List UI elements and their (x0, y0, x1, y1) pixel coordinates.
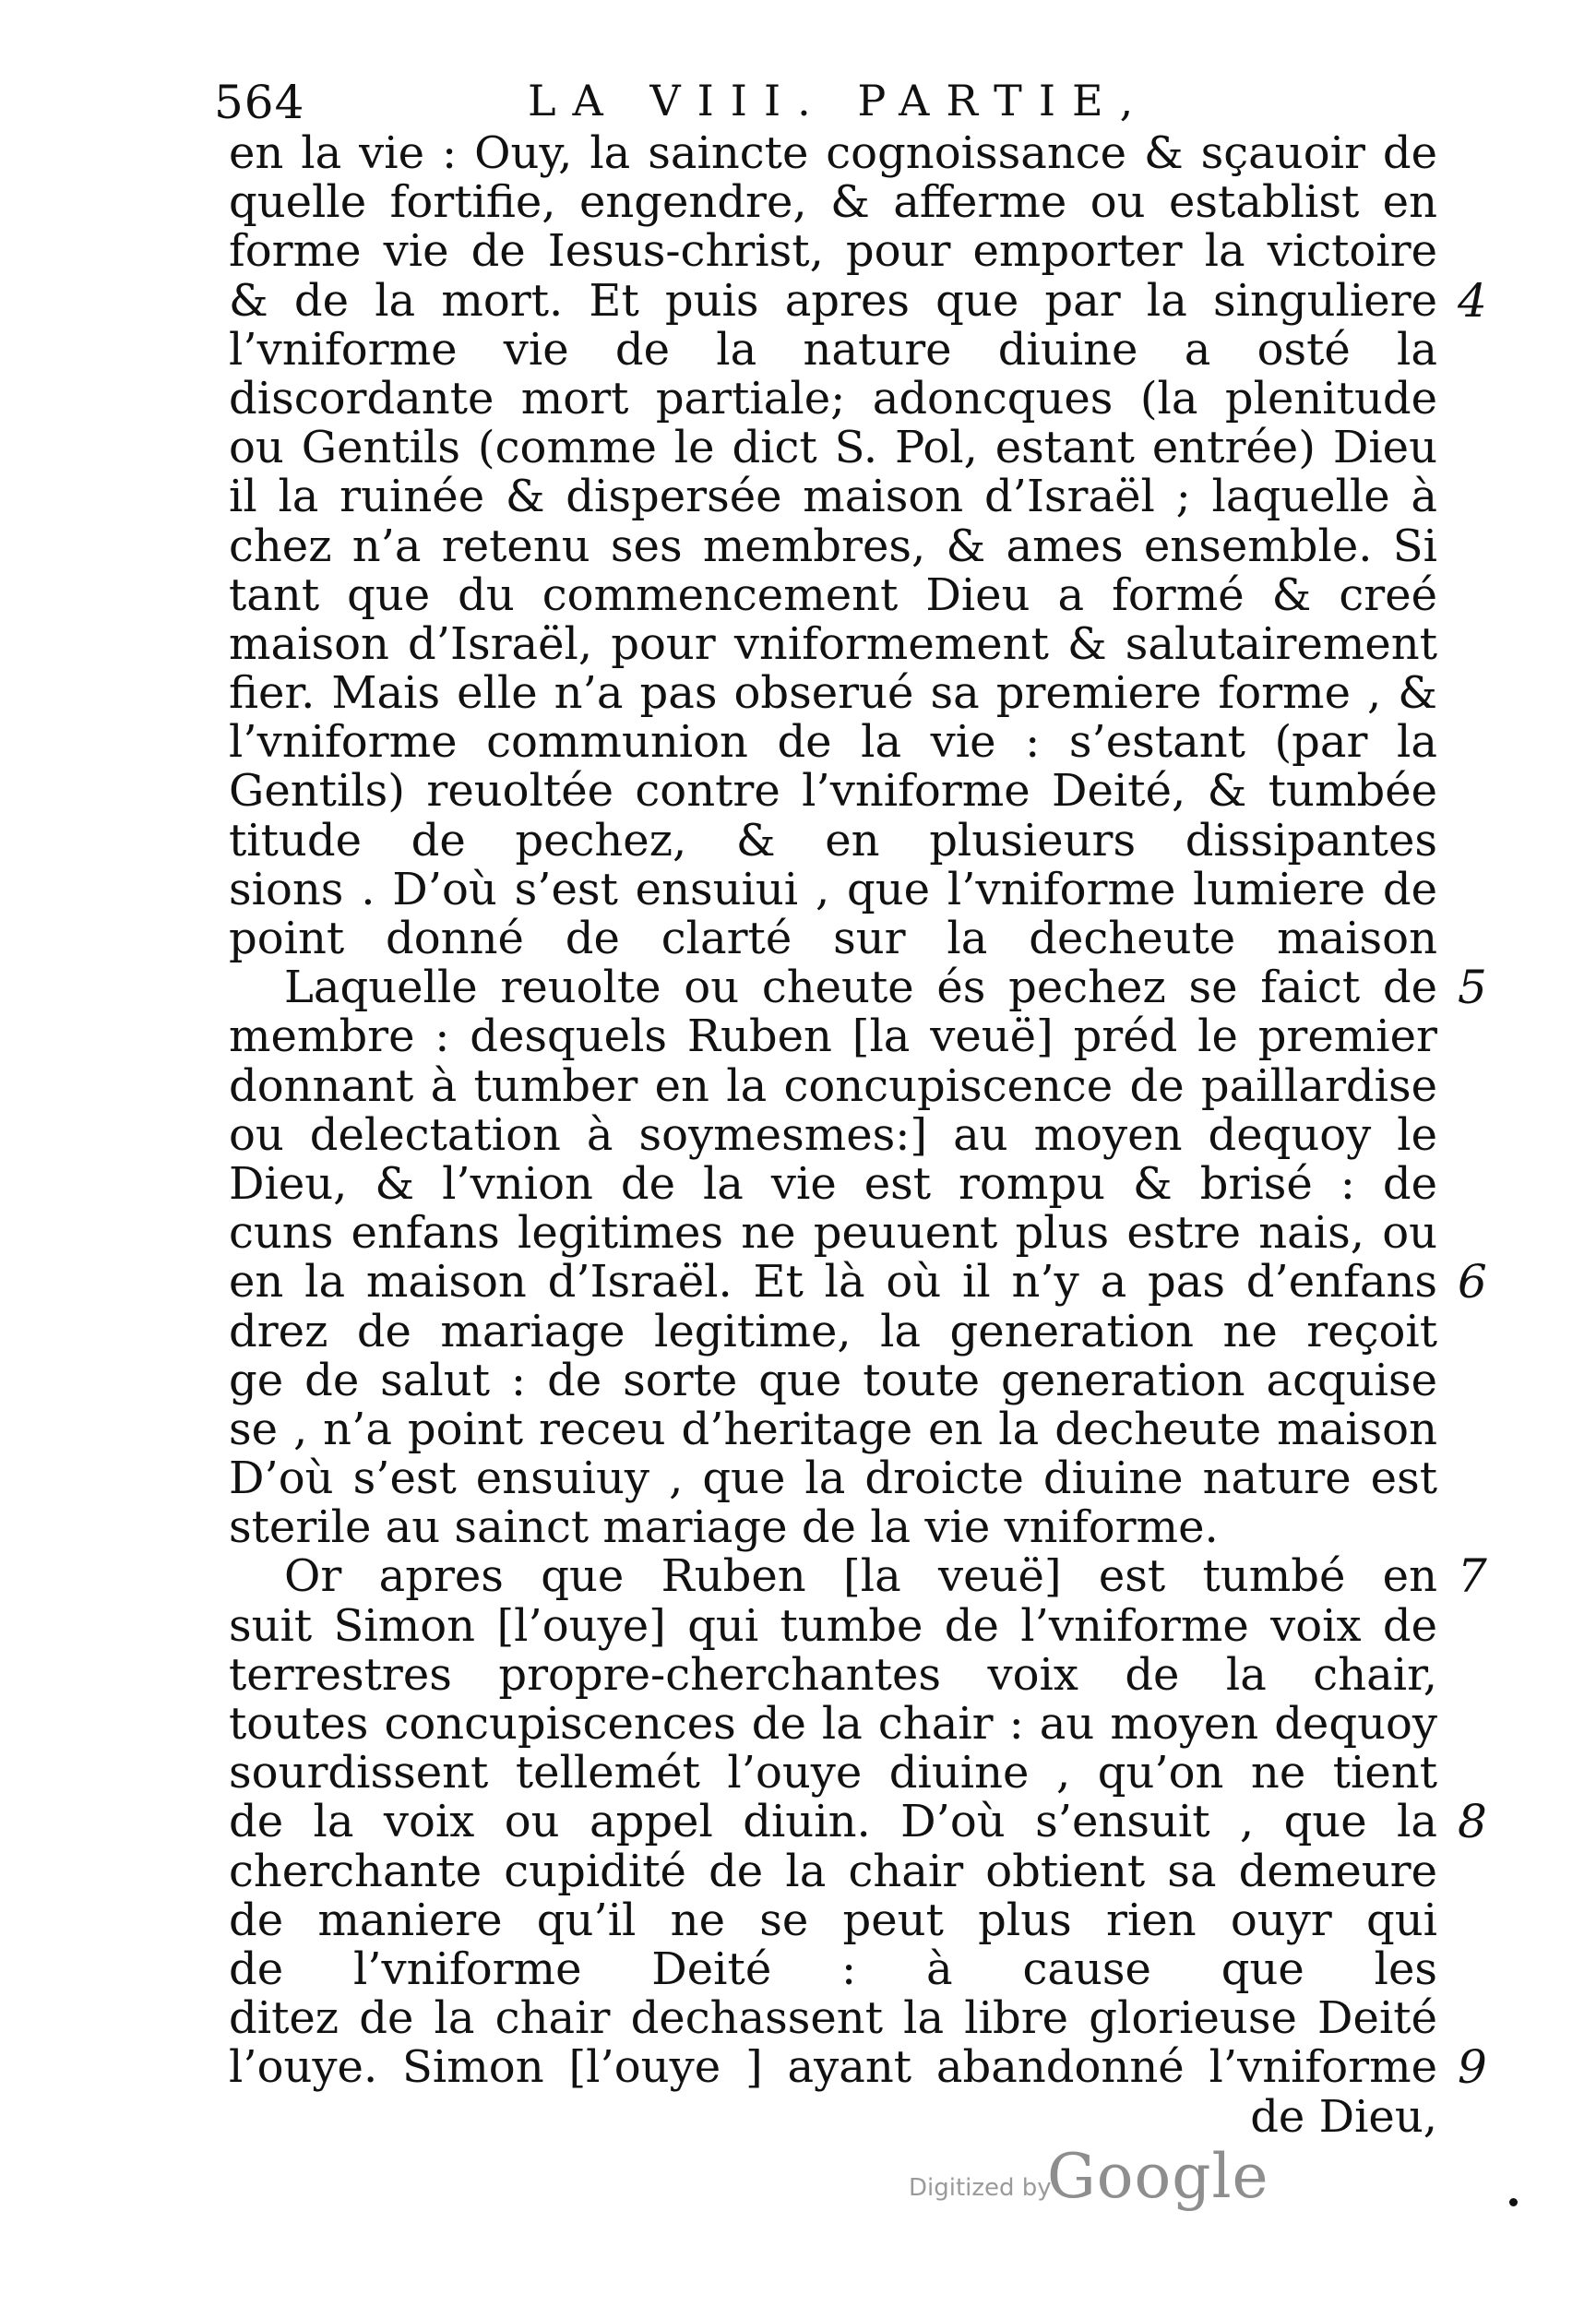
text-line (229, 1896, 1437, 1945)
text-line-content: titude de pechez, & en plusieurs dissipantes (229, 816, 1437, 866)
text-line-content: suit Simon [l’ouye] qui tumbe de l’vniforme voix de (229, 1601, 1437, 1651)
text-line-content: il la ruinée & dispersée maison d’Israël ; laquelle à (229, 472, 1437, 522)
text-line (229, 1209, 1437, 1258)
text-line (229, 1255, 1487, 1309)
body-text (229, 129, 1487, 2142)
text-line-content: membre : desquels Ruben [la veuë] préd le premier (229, 1012, 1437, 1062)
text-line (229, 1357, 1437, 1405)
text-line (229, 1549, 1487, 1604)
text-line (229, 1602, 1437, 1651)
text-line-content: se , n’a point receu d’heritage en la decheute maison (229, 1405, 1437, 1455)
text-line (229, 1651, 1437, 1700)
text-line (229, 326, 1437, 375)
text-line (229, 866, 1437, 914)
text-line-content: discordante mort partiale; adoncques (la plenitude (229, 374, 1437, 424)
text-line (229, 1160, 1437, 1209)
google-logo: Google (1047, 2141, 1269, 2212)
text-line-content: Gentils) reuoltée contre l’vniforme Deité, & tumbée (229, 767, 1437, 817)
text-line (229, 1994, 1437, 2043)
text-line (229, 227, 1437, 276)
text-line (229, 620, 1437, 669)
text-line-content: forme vie de Iesus-christ, pour emporter la victoire (229, 227, 1437, 277)
text-line-content: donnant à tumber en la concupiscence de paillardise (229, 1061, 1437, 1111)
running-head: LA VIII. PARTIE, (528, 76, 1150, 126)
text-line (229, 571, 1437, 620)
margin-verse-number: 8 (1458, 1795, 1487, 1849)
text-line (229, 914, 1437, 963)
text-line-content: terrestres propre-cherchantes voix de la chair, (229, 1650, 1437, 1700)
text-line-content: en la vie : Ouy, la saincte cognoissance & sçauoir de (229, 129, 1437, 179)
text-line-content: cuns enfans legitimes ne peuuent plus estre nais, ou (229, 1209, 1437, 1259)
text-line (229, 1062, 1437, 1111)
text-line-content: fier. Mais elle n’a pas obserué sa premiere forme , & (229, 669, 1437, 719)
text-line (229, 472, 1437, 521)
text-line-content: en la maison d’Israël. Et là où il n’y a pas d’enfans (229, 1258, 1437, 1308)
page-number: 564 (214, 76, 305, 129)
text-line-content: quelle fortifie, engendre, & afferme ou establist en (229, 178, 1437, 228)
margin-verse-number: 6 (1458, 1255, 1487, 1309)
text-line (229, 1405, 1437, 1454)
text-line (229, 1847, 1437, 1896)
text-line (229, 424, 1437, 472)
margin-verse-number: 7 (1458, 1549, 1487, 1604)
text-line-content: ou delectation à soymesmes:] au moyen dequoy le (229, 1110, 1437, 1160)
text-line (229, 817, 1437, 866)
text-line (229, 961, 1487, 1015)
text-line (229, 1012, 1437, 1061)
text-line-content: tant que du commencement Dieu a formé & creé (229, 570, 1437, 620)
text-line-content: l’vniforme vie de la nature diuine a osté la (229, 325, 1437, 375)
text-line-content: ou Gentils (comme le dict S. Pol, estant entrée) Dieu (229, 424, 1437, 473)
text-line (229, 1700, 1437, 1749)
digitized-watermark (909, 2141, 1269, 2224)
text-line-content: cherchante cupidité de la chair obtient sa demeure (229, 1847, 1437, 1896)
text-line (229, 1795, 1487, 1849)
text-line (229, 1749, 1437, 1798)
text-line (229, 178, 1437, 227)
text-line (229, 522, 1437, 571)
text-line (229, 2040, 1487, 2095)
text-line-content: D’où s’est ensuiuy , que la droicte diuine nature est (229, 1454, 1437, 1504)
text-line-content: & de la mort. Et puis apres que par la singuliere (229, 276, 1437, 326)
text-line-content: de la voix ou appel diuin. D’où s’ensuit , que la (229, 1798, 1437, 1847)
text-line-content: sions . D’où s’est ensuiui , que l’vniforme lumiere de (229, 865, 1437, 914)
text-line-content: Laquelle reuolte ou cheute és pechez se faict de (284, 963, 1437, 1013)
margin-verse-number: 9 (1458, 2040, 1487, 2095)
margin-verse-number: 4 (1458, 273, 1487, 328)
margin-verse-number: 5 (1458, 961, 1487, 1015)
text-line-content: drez de mariage legitime, la generation ne reçoit (229, 1307, 1437, 1357)
text-line-content: Dieu, & l’vnion de la vie est rompu & brisé : de (229, 1159, 1437, 1210)
watermark-prefix: Digitized by (909, 2174, 1052, 2202)
text-line (229, 669, 1437, 718)
text-line-content: ge de salut : de sorte que toute generation acquise (229, 1356, 1437, 1405)
text-line-content: ditez de la chair dechassent la libre glorieuse Deité (229, 1994, 1437, 2044)
text-line-content: de l’vniforme Deité : à cause que les (229, 1944, 1437, 1995)
text-line-content: point donné de clarté sur la decheute maison (229, 914, 1437, 964)
text-line-content: chez n’a retenu ses membres, & ames ensemble. Si (229, 521, 1437, 571)
text-line (229, 767, 1437, 816)
text-line (229, 1111, 1437, 1160)
text-line-content: Or apres que Ruben [la veuë] est tumbé en (284, 1552, 1437, 1602)
text-line (229, 1308, 1437, 1357)
text-line-content: toutes concupiscences de la chair : au moyen dequoy (229, 1700, 1437, 1750)
ink-dot (1509, 2198, 1518, 2206)
text-line-content: l’vniforme communion de la vie : s’estant (par la (229, 718, 1437, 768)
text-line (229, 273, 1487, 328)
text-line (229, 718, 1437, 767)
text-line (229, 1945, 1437, 1994)
text-line-content: maison d’Israël, pour vniformement & salutairement (229, 619, 1437, 670)
text-line (229, 375, 1437, 424)
text-line-content: sterile au sainct mariage de la vie vniforme. (229, 1503, 1219, 1553)
text-line (229, 129, 1437, 178)
text-line-content: de maniere qu’il ne se peut plus rien ouyr qui (229, 1895, 1437, 1945)
text-line (229, 2093, 1437, 2142)
text-line-content: de Dieu, (1250, 2092, 1437, 2142)
text-line (229, 1503, 1437, 1552)
text-line-content: l’ouye. Simon [l’ouye ] ayant abandonné l’vniforme (229, 2043, 1437, 2093)
text-line (229, 1454, 1437, 1503)
text-line-content: sourdissent tellemét l’ouye diuine , qu’on ne tient (229, 1749, 1437, 1799)
page-header (214, 76, 1459, 131)
